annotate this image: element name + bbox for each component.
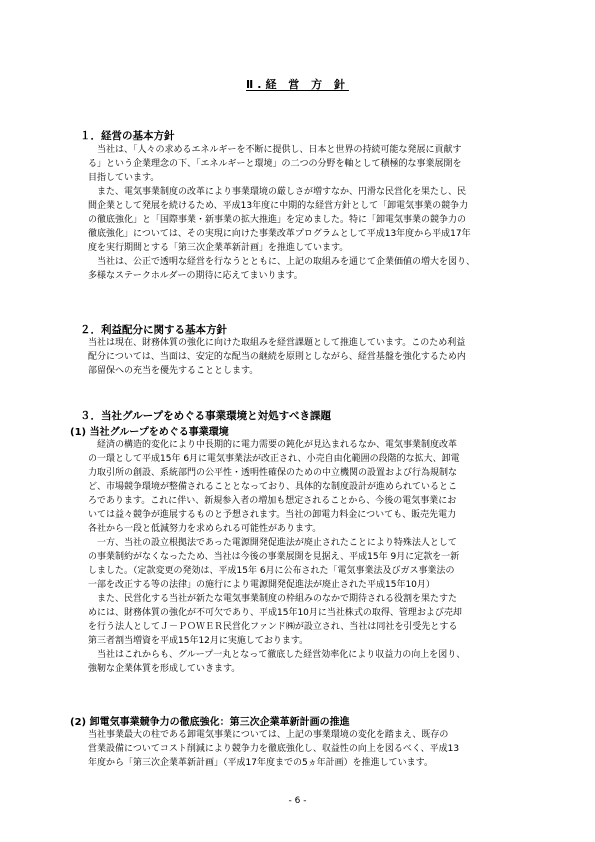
section-2-heading: ２．利益配分に関する基本方針: [80, 324, 227, 336]
text-line: 目指しています。: [88, 173, 160, 183]
text-line: 各社から一段と低減努力を求められる可能性があります。: [88, 524, 322, 534]
text-line: 当社は、公正で透明な経営を行なうとともに、上記の取組みを通じて企業価値の増大を図り、: [88, 257, 476, 267]
text-line: 営業設備についてコスト削減により競争力を徹底強化し、収益性の向上を図るべく、平成13: [88, 744, 460, 754]
text-line: めには、財務体質の強化が不可欠であり、平成15年10月に当社株式の取得、管理および売却: [88, 608, 462, 618]
text-line: を行う法人としてＪ－ＰＯＷＥＲ民営化ファンド㈱が設立され、当社は同社を引受先とする: [88, 622, 458, 632]
text-line: しました。（定款変更の発効は、平成15年 6月に公布された「電気事業法及びガス事業法の: [88, 566, 455, 576]
page-title: Ⅱ.経 営 方 針: [246, 78, 349, 91]
text-line: 第三者割当増資を平成15年12月に実施しております。: [88, 636, 309, 646]
text-line: 当社はこれからも、グループ一丸となって徹底した経営効率化により収益力の向上を図り、: [88, 650, 466, 660]
subsection-2-body: [88, 728, 516, 770]
text-line: る」という企業理念の下、「エネルギーと環境」の二つの分野を軸として積極的な事業展開を: [88, 159, 462, 169]
text-line: ど、市場競争環境が整備されることとなっており、具体的な制度設計が進められているとこ: [88, 482, 458, 492]
text-line: 当社は現在、財務体質の強化に向けた取組みを経営課題として推進しています。このため利益: [88, 338, 466, 348]
text-line: 間企業として発展を続けるため、平成13年度に中期的な経営方針として「卸電気事業の競争力: [88, 201, 469, 211]
text-line: また、電気事業制度の改革により事業環境の厳しさが増すなか、円滑な民営化を果たし、民: [88, 187, 467, 197]
page-number: - 6 -: [288, 796, 307, 806]
text-line: 一部を改正する等の法律」の施行により電源開発促進法が廃止された平成15年10月）: [88, 580, 435, 590]
text-line: 多様なステークホルダーの期待に応えてまいります。: [88, 271, 303, 281]
text-line: の徹底強化」と「国際事業・新事業の拡大推進」を定めました。特に「卸電気事業の競争力の: [88, 215, 467, 225]
text-line: 力取引所の創設、系統部門の公平性・透明性確保のための中立機関の設置および行為規制な: [88, 468, 458, 478]
section-3-heading: ３．当社グループをめぐる事業環境と対処すべき課題: [80, 410, 331, 422]
text-line: ろであります。これに伴い、新規参入者の増加も想定されることから、今後の電気事業にお: [88, 496, 457, 506]
text-line: 度を実行期間とする「第三次企業革新計画」を推進しています。: [88, 243, 349, 253]
section-1-heading: １．経営の基本方針: [80, 130, 175, 142]
text-line: 配分については、当面は、安定的な配当の継続を原則としながら、経営基盤を強化するため内: [88, 352, 466, 362]
text-line: の一環として平成15年 6月に電気事業法が改正され、小売自由化範囲の段階的な拡大、卸電: [88, 454, 460, 464]
text-line: 一方、当社の設立根拠法であった電源開発促進法が廃止されたことにより特殊法人として: [88, 538, 457, 548]
text-line: いては益々競争が進展するものと予想されます。当社の卸電力料金についても、販売先電力: [88, 510, 457, 520]
text-line: 部留保への充当を優先することとします。: [88, 366, 259, 376]
section-2-body: [88, 336, 516, 378]
text-line: また、民営化する当社が新たな電気事業制度の枠組みのなかで期待される役割を果たすた: [88, 594, 458, 604]
subsection-1-body: [88, 438, 516, 676]
text-line: 強靭な企業体質を形成していきます。: [88, 664, 241, 674]
subsection-2-heading: (2) 卸電気事業競争力の徹底強化：第三次企業革新計画の推進: [70, 717, 350, 728]
text-line: の事業制約がなくなったため、当社は今後の事業展開を見据え、平成15年 9月に定款を一新: [88, 552, 460, 562]
text-line: 年度から「第三次企業革新計画」（平成17年度までの5ヵ年計画）を推進しています。: [88, 758, 433, 768]
text-line: 経済の構造的変化により中長期的に電力需要の鈍化が見込まれるなか、電気事業制度改革: [88, 440, 458, 450]
text-line: 徹底強化」については、その実現に向けた事業改革プログラムとして平成13年度から平成17年: [88, 229, 471, 239]
text-line: 当社事業最大の柱である卸電気事業については、上記の事業環境の変化を踏まえ、既存の: [88, 730, 449, 740]
section-1-body: [88, 143, 516, 283]
text-line: 当社は、「人々の求めるエネルギーを不断に提供し、日本と世界の持続可能な発展に貢献す: [88, 145, 462, 155]
subsection-1-heading: (1) 当社グループをめぐる事業環境: [70, 427, 229, 438]
